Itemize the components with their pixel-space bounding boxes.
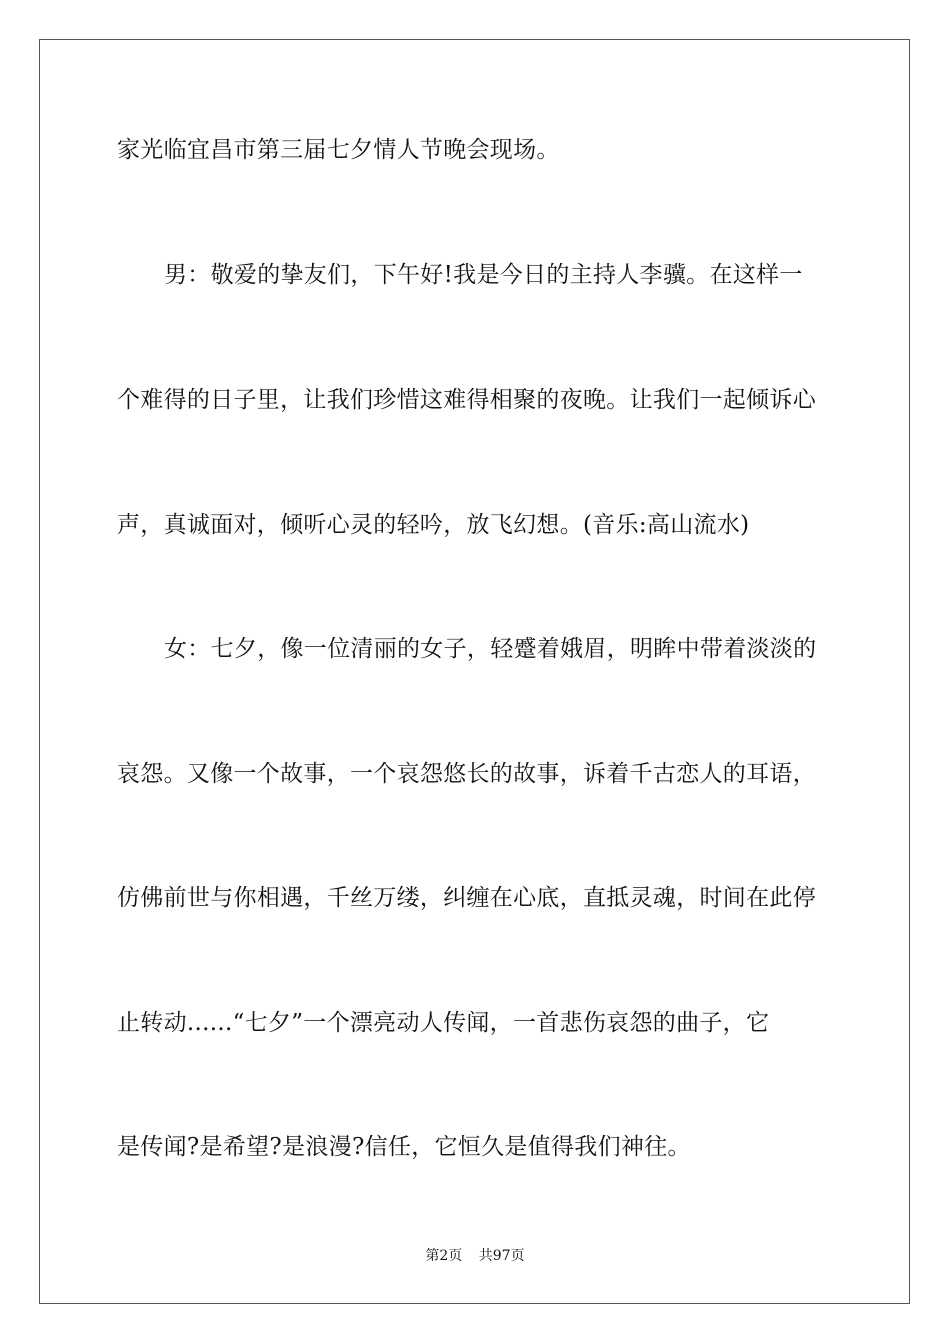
page-number-total: 共97页 <box>478 1248 525 1264</box>
text-line-5: 女：七夕，像一位清丽的女子，轻蹙着娥眉，明眸中带着淡淡的 <box>164 636 817 662</box>
text-line-1: 家光临宜昌市第三届七夕情人节晚会现场。 <box>117 137 560 163</box>
page-footer <box>0 1247 950 1265</box>
page-number-current: 第2页 <box>425 1248 463 1264</box>
text-line-9: 是传闻?是希望?是浪漫?信任，它恒久是值得我们神往。 <box>117 1134 691 1160</box>
text-line-7: 仿佛前世与你相遇，千丝万缕，纠缠在心底，直抵灵魂，时间在此停 <box>117 885 816 911</box>
text-line-6: 哀怨。又像一个故事，一个哀怨悠长的故事，诉着千古恋人的耳语， <box>117 761 816 787</box>
text-line-3: 个难得的日子里，让我们珍惜这难得相聚的夜晚。让我们一起倾诉心 <box>117 387 816 413</box>
text-line-8: 止转动......“七夕”一个漂亮动人传闻，一首悲伤哀怨的曲子，它 <box>117 1010 770 1036</box>
page-border <box>39 39 910 1304</box>
text-line-2: 男：敬爱的挚友们，下午好!我是今日的主持人李骥。在这样一 <box>164 262 803 288</box>
text-line-4: 声，真诚面对，倾听心灵的轻吟，放飞幻想。(音乐:高山流水) <box>117 512 750 538</box>
